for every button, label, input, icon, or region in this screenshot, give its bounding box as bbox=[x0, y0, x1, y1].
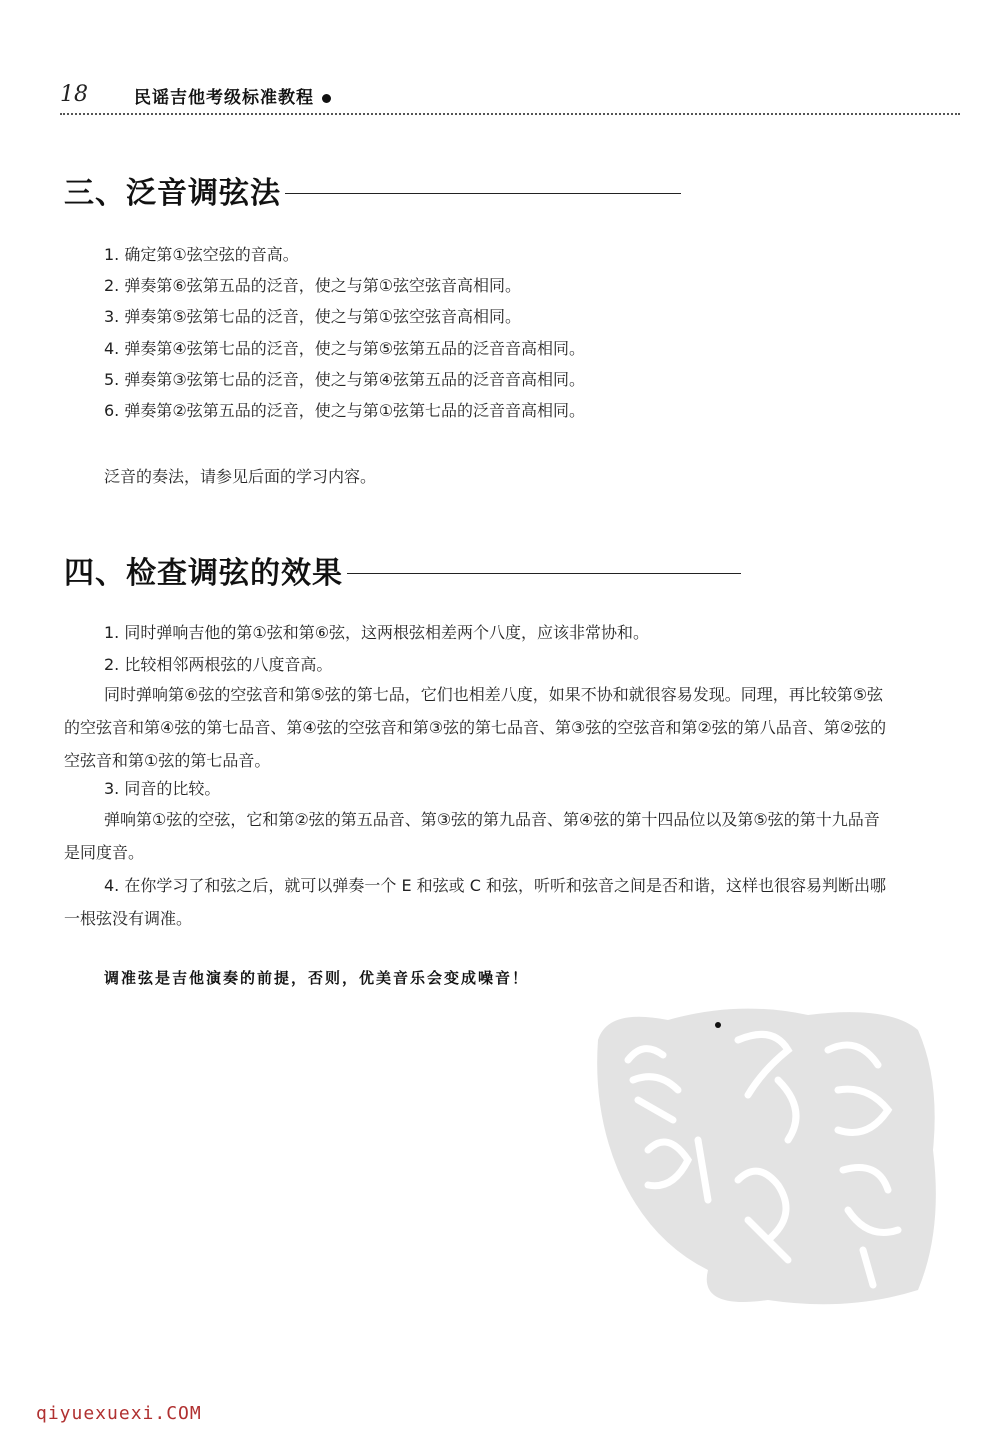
list-item: 6. 弹奏第②弦第五品的泛音，使之与第①弦第七品的泛音音高相同。 bbox=[104, 401, 586, 420]
seal-stamp-icon bbox=[588, 1000, 948, 1310]
site-watermark: qiyuexuexi.COM bbox=[36, 1403, 202, 1424]
list-item: 3. 弹奏第⑤弦第七品的泛音，使之与第①弦空弦音高相同。 bbox=[104, 307, 522, 326]
list-item: 2. 弹奏第⑥弦第五品的泛音，使之与第①弦空弦音高相同。 bbox=[104, 276, 522, 295]
unison-paragraph: 弹响第①弦的空弦，它和第②弦的第五品音、第③弦的第九品音、第④弦的第十四品位以及第⑤弦的第十九品音是同度音。 bbox=[64, 810, 880, 862]
bullet-dot-icon bbox=[322, 94, 331, 103]
list-item: 2. 比较相邻两根弦的八度音高。 bbox=[104, 655, 333, 674]
list-item: 5. 弹奏第③弦第七品的泛音，使之与第④弦第五品的泛音音高相同。 bbox=[104, 370, 586, 389]
list-item: 4. 弹奏第④弦第七品的泛音，使之与第⑤弦第五品的泛音音高相同。 bbox=[104, 339, 586, 358]
list-item: 1. 同时弹响吉他的第①弦和第⑥弦，这两根弦相差两个八度，应该非常协和。 bbox=[104, 623, 650, 642]
closing-note: 调准弦是吉他演奏的前提，否则，优美音乐会变成噪音！ bbox=[104, 969, 530, 987]
section-3-rule bbox=[285, 193, 681, 194]
section-4-rule bbox=[347, 573, 741, 574]
page-number: 18 bbox=[60, 82, 88, 107]
chord-paragraph: 4. 在你学习了和弦之后，就可以弹奏一个 E 和弦或 C 和弦，听听和弦音之间是否和谐，这样也很容易判断出哪一根弦没有调准。 bbox=[64, 876, 886, 928]
section-4-heading bbox=[64, 548, 741, 592]
book-title-text: 民谣吉他考级标准教程 bbox=[134, 88, 314, 108]
list-item: 3. 同音的比较。 bbox=[104, 779, 221, 798]
header-divider bbox=[60, 113, 960, 115]
book-title bbox=[134, 83, 331, 108]
octave-paragraph: 同时弹响第⑥弦的空弦音和第⑤弦的第七品，它们也相差八度，如果不协和就很容易发现。同理，再比较第⑤弦的空弦音和第④弦的第七品音、第④弦的空弦音和第③弦的第七品音、第③弦的空弦音和第②弦的第八品音、第②弦的空弦音和第①弦的第七品音。 bbox=[64, 685, 887, 770]
page-header bbox=[60, 78, 960, 118]
section-3-heading bbox=[64, 168, 681, 212]
harmonics-note: 泛音的奏法，请参见后面的学习内容。 bbox=[104, 467, 377, 486]
section-4-title: 四、检查调弦的效果 bbox=[64, 556, 343, 591]
list-item: 1. 确定第①弦空弦的音高。 bbox=[104, 245, 299, 264]
section-3-title: 三、泛音调弦法 bbox=[64, 176, 281, 211]
